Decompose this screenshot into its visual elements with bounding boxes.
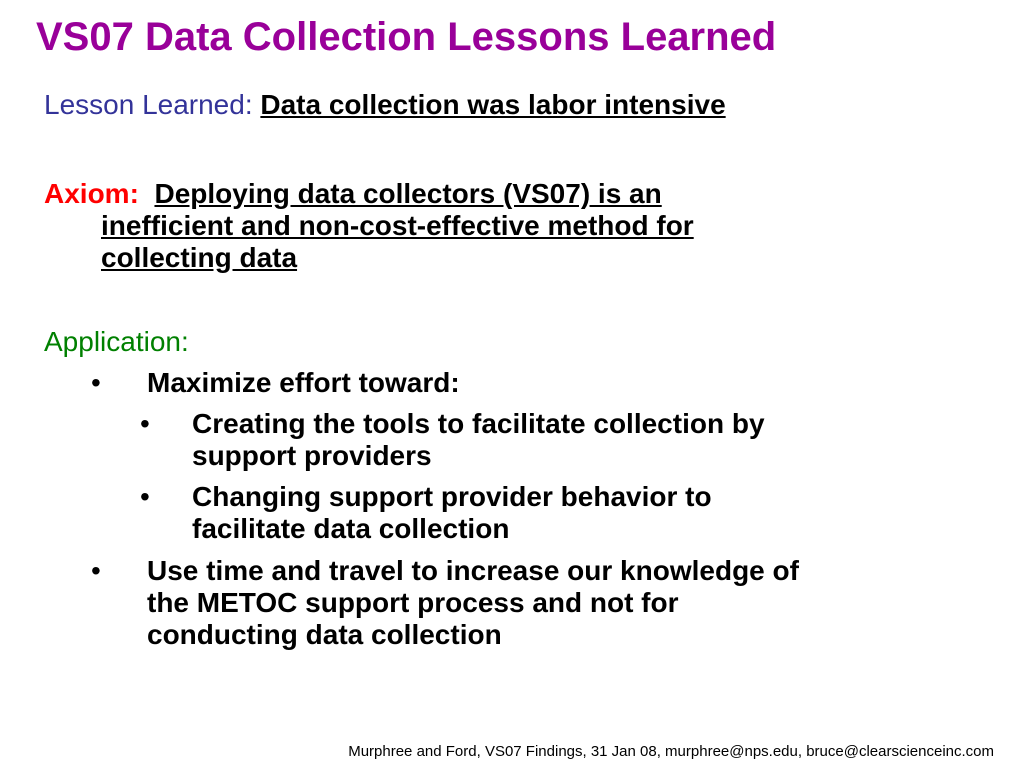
bullet-line: support providers [192, 440, 432, 471]
axiom-text-line: inefficient and non-cost-effective method for [101, 210, 694, 241]
subbullet-item-creating-tools [140, 408, 765, 472]
axiom-label: Axiom: [44, 178, 139, 209]
axiom-text-line: Deploying data collectors (VS07) is an [154, 178, 662, 209]
bullet-icon: • [140, 481, 150, 512]
axiom [44, 178, 904, 274]
lesson-learned [44, 88, 726, 122]
bullet-line: the METOC support process and not for [147, 587, 679, 618]
subbullet-item-changing-behavior [140, 481, 712, 545]
bullet-icon: • [91, 555, 101, 586]
axiom-line-2 [44, 210, 904, 242]
slide-footer: Murphree and Ford, VS07 Findings, 31 Jan 08, murphree@nps.edu, bruce@clearscienceinc.com [348, 743, 994, 760]
bullet-item-use-time-travel [91, 555, 799, 651]
bullet-line: Changing support provider behavior to [192, 481, 712, 512]
lesson-label: Lesson Learned: [44, 89, 253, 120]
slide-title: VS07 Data Collection Lessons Learned [36, 15, 777, 59]
application-label: Application: [44, 326, 189, 357]
axiom-line-3 [44, 242, 904, 274]
bullet-icon: • [140, 408, 150, 439]
bullet-line: facilitate data collection [192, 513, 510, 544]
lesson-text: Data collection was labor intensive [260, 89, 726, 120]
bullet-icon: • [91, 367, 101, 398]
bullet-line: Maximize effort toward: [147, 367, 460, 398]
axiom-text-line: collecting data [101, 242, 298, 273]
axiom-line-1 [44, 178, 904, 210]
bullet-line: Creating the tools to facilitate collection by [192, 408, 765, 439]
bullet-item-maximize-effort [91, 367, 460, 399]
bullet-line: Use time and travel to increase our knowledge of [147, 555, 799, 586]
bullet-line: conducting data collection [147, 619, 502, 650]
